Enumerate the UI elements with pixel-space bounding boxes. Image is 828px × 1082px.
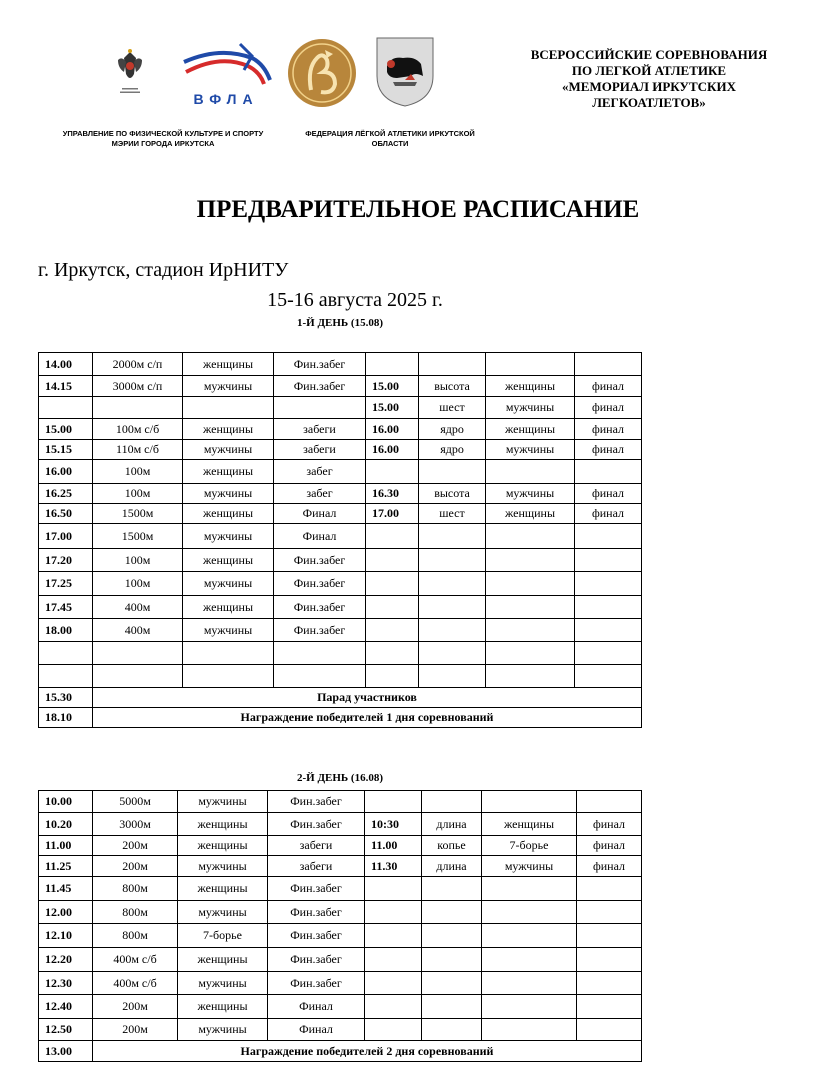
schedule-cell: шест — [419, 504, 486, 524]
time-cell: 14.15 — [39, 376, 93, 397]
schedule-row — [39, 877, 642, 901]
time-cell — [365, 901, 422, 924]
schedule-cell — [577, 1019, 642, 1041]
schedule-cell — [577, 877, 642, 901]
schedule-row — [39, 813, 642, 836]
time-cell — [365, 791, 422, 813]
time-cell — [366, 353, 419, 376]
schedule-cell: 800м — [93, 924, 178, 948]
time-cell: 15.15 — [39, 440, 93, 460]
schedule-cell: Фин.забег — [274, 619, 366, 642]
schedule-cell: забеги — [268, 836, 365, 856]
schedule-cell: высота — [419, 484, 486, 504]
schedule-row — [39, 460, 642, 484]
schedule-cell: 1500м — [93, 524, 183, 549]
schedule-cell — [93, 642, 183, 665]
schedule-cell: 400м — [93, 596, 183, 619]
schedule-cell — [577, 901, 642, 924]
schedule-cell — [575, 549, 642, 572]
schedule-cell: 400м с/б — [93, 948, 178, 972]
event-dates: 15-16 августа 2025 г. — [267, 289, 443, 311]
schedule-cell: 3000м — [93, 813, 178, 836]
schedule-cell — [482, 901, 577, 924]
schedule-cell: 100м — [93, 484, 183, 504]
vfla-logo — [180, 40, 272, 110]
schedule-row — [39, 440, 642, 460]
schedule-cell — [274, 397, 366, 419]
schedule-row — [39, 791, 642, 813]
time-cell: 17.20 — [39, 549, 93, 572]
schedule-cell: финал — [577, 836, 642, 856]
schedule-cell: финал — [575, 419, 642, 440]
schedule-cell: Фин.забег — [268, 972, 365, 995]
time-cell: 14.00 — [39, 353, 93, 376]
schedule-cell: мужчины — [486, 484, 575, 504]
schedule-row — [39, 972, 642, 995]
schedule-cell: ядро — [419, 440, 486, 460]
time-cell: 15.00 — [366, 376, 419, 397]
organizer-city-sport-department — [48, 129, 278, 149]
schedule-cell: забеги — [268, 856, 365, 877]
vfla-logo-text: ВФЛА — [193, 91, 259, 107]
time-cell — [366, 619, 419, 642]
time-cell: 11.00 — [39, 836, 93, 856]
schedule-cell — [93, 665, 183, 688]
schedule-cell — [422, 877, 482, 901]
time-cell: 17.00 — [366, 504, 419, 524]
time-cell — [366, 642, 419, 665]
schedule-cell: 200м — [93, 995, 178, 1019]
schedule-cell: финал — [575, 376, 642, 397]
schedule-cell: 5000м — [93, 791, 178, 813]
schedule-cell — [482, 791, 577, 813]
schedule-cell — [486, 353, 575, 376]
schedule-cell — [482, 972, 577, 995]
schedule-cell: женщины — [178, 836, 268, 856]
time-cell: 11.00 — [365, 836, 422, 856]
schedule-cell: мужчины — [183, 572, 274, 596]
schedule-row — [39, 924, 642, 948]
event-title-line: ВСЕРОССИЙСКИЕ СОРЕВНОВАНИЯ — [530, 47, 768, 62]
schedule-cell — [419, 596, 486, 619]
time-cell: 17.00 — [39, 524, 93, 549]
schedule-cell — [422, 901, 482, 924]
time-cell — [365, 1019, 422, 1041]
schedule-row — [39, 484, 642, 504]
ceremony-cell: Награждение победителей 1 дня соревнований — [93, 708, 642, 728]
ceremony-row — [39, 1041, 642, 1062]
schedule-cell: женщины — [486, 504, 575, 524]
schedule-cell: Финал — [274, 524, 366, 549]
schedule-row — [39, 619, 642, 642]
schedule-cell: финал — [575, 484, 642, 504]
schedule-cell — [419, 619, 486, 642]
schedule-cell — [274, 642, 366, 665]
time-cell: 11.25 — [39, 856, 93, 877]
schedule-cell: 100м — [93, 549, 183, 572]
schedule-cell — [575, 642, 642, 665]
schedule-cell: женщины — [486, 419, 575, 440]
schedule-row — [39, 524, 642, 549]
time-cell: 16.00 — [39, 460, 93, 484]
schedule-cell — [486, 549, 575, 572]
organizer-line: ОБЛАСТИ — [371, 139, 409, 148]
schedule-row — [39, 642, 642, 665]
schedule-cell: 110м с/б — [93, 440, 183, 460]
schedule-cell: шест — [419, 397, 486, 419]
schedule-cell: Фин.забег — [274, 549, 366, 572]
schedule-cell: высота — [419, 376, 486, 397]
schedule-cell — [482, 1019, 577, 1041]
location: г. Иркутск, стадион ИрНИТУ — [38, 259, 289, 281]
schedule-cell: женщины — [178, 948, 268, 972]
schedule-cell: мужчины — [183, 484, 274, 504]
schedule-cell — [486, 665, 575, 688]
schedule-row — [39, 596, 642, 619]
schedule-cell: 7-борье — [178, 924, 268, 948]
schedule-cell — [575, 460, 642, 484]
schedule-cell — [577, 972, 642, 995]
schedule-cell — [422, 791, 482, 813]
ceremony-cell: Награждение победителей 2 дня соревнований — [93, 1041, 642, 1062]
schedule-cell: мужчины — [178, 1019, 268, 1041]
schedule-cell: мужчины — [178, 901, 268, 924]
schedule-cell: забег — [274, 460, 366, 484]
schedule-cell: Фин.забег — [274, 596, 366, 619]
schedule-cell: 800м — [93, 901, 178, 924]
schedule-cell — [419, 524, 486, 549]
time-cell: 16.00 — [366, 440, 419, 460]
schedule-cell: 400м с/б — [93, 972, 178, 995]
schedule-cell: мужчины — [183, 524, 274, 549]
schedule-cell: Фин.забег — [268, 924, 365, 948]
schedule-cell: 7-борье — [482, 836, 577, 856]
schedule-cell: финал — [577, 856, 642, 877]
schedule-cell: женщины — [178, 813, 268, 836]
schedule-cell — [274, 665, 366, 688]
schedule-cell: Фин.забег — [268, 948, 365, 972]
schedule-cell — [482, 995, 577, 1019]
schedule-cell — [575, 353, 642, 376]
schedule-cell — [575, 596, 642, 619]
schedule-cell — [422, 948, 482, 972]
time-cell: 12.30 — [39, 972, 93, 995]
schedule-cell — [486, 524, 575, 549]
time-cell: 17.25 — [39, 572, 93, 596]
time-cell — [366, 524, 419, 549]
schedule-row — [39, 376, 642, 397]
time-cell: 16.50 — [39, 504, 93, 524]
schedule-cell: Фин.забег — [268, 901, 365, 924]
schedule-cell: мужчины — [178, 856, 268, 877]
schedule-cell — [577, 995, 642, 1019]
schedule-cell: женщины — [183, 460, 274, 484]
time-cell: 15.30 — [39, 688, 93, 708]
schedule-cell: мужчины — [178, 791, 268, 813]
schedule-cell: мужчины — [178, 972, 268, 995]
schedule-cell — [486, 460, 575, 484]
page-title: ПРЕДВАРИТЕЛЬНОЕ РАСПИСАНИЕ — [196, 196, 640, 223]
schedule-cell — [482, 948, 577, 972]
schedule-cell: финал — [577, 813, 642, 836]
time-cell — [365, 972, 422, 995]
schedule-cell — [422, 995, 482, 1019]
schedule-cell: ядро — [419, 419, 486, 440]
schedule-cell: мужчины — [183, 440, 274, 460]
schedule-cell: финал — [575, 440, 642, 460]
time-cell: 10.00 — [39, 791, 93, 813]
organizer-athletics-federation — [292, 129, 488, 149]
schedule-cell: 400м — [93, 619, 183, 642]
schedule-cell — [575, 665, 642, 688]
schedule-cell — [422, 972, 482, 995]
schedule-row — [39, 856, 642, 877]
schedule-cell: 200м — [93, 836, 178, 856]
schedule-cell: 100м с/б — [93, 419, 183, 440]
schedule-row — [39, 549, 642, 572]
organizer-line: УПРАВЛЕНИЕ ПО ФИЗИЧЕСКОЙ КУЛЬТУРЕ И СПОРТУ — [62, 129, 264, 138]
time-cell: 11.30 — [365, 856, 422, 877]
schedule-cell: женщины — [183, 353, 274, 376]
schedule-cell: мужчины — [183, 376, 274, 397]
time-cell — [365, 877, 422, 901]
time-cell — [39, 397, 93, 419]
schedule-cell: копье — [422, 836, 482, 856]
time-cell: 11.45 — [39, 877, 93, 901]
time-cell — [365, 995, 422, 1019]
schedule-cell — [93, 397, 183, 419]
schedule-row — [39, 353, 642, 376]
schedule-row — [39, 419, 642, 440]
schedule-cell — [419, 665, 486, 688]
schedule-cell — [577, 948, 642, 972]
schedule-cell: Фин.забег — [274, 353, 366, 376]
time-cell: 12.20 — [39, 948, 93, 972]
schedule-cell: финал — [575, 504, 642, 524]
schedule-cell — [575, 572, 642, 596]
time-cell: 15.00 — [39, 419, 93, 440]
schedule-cell: женщины — [178, 877, 268, 901]
minsport-logo — [112, 48, 148, 98]
time-cell: 12.00 — [39, 901, 93, 924]
ceremony-cell: Парад участников — [93, 688, 642, 708]
schedule-cell: Фин.забег — [274, 572, 366, 596]
ceremony-row — [39, 688, 642, 708]
event-title-line: ЛЕГКОАТЛЕТОВ» — [592, 95, 706, 110]
schedule-cell: забег — [274, 484, 366, 504]
schedule-cell: женщины — [183, 549, 274, 572]
time-cell — [365, 948, 422, 972]
schedule-cell — [419, 642, 486, 665]
schedule-cell: 3000м с/п — [93, 376, 183, 397]
schedule-cell — [422, 924, 482, 948]
schedule-row — [39, 995, 642, 1019]
schedule-cell — [575, 619, 642, 642]
time-cell: 17.45 — [39, 596, 93, 619]
schedule-cell — [183, 665, 274, 688]
event-title-line: «МЕМОРИАЛ ИРКУТСКИХ — [562, 79, 736, 94]
schedule-cell: 800м — [93, 877, 178, 901]
day1-schedule-table — [38, 352, 642, 728]
time-cell: 18.00 — [39, 619, 93, 642]
schedule-cell — [486, 572, 575, 596]
time-cell: 12.10 — [39, 924, 93, 948]
schedule-cell: женщины — [183, 504, 274, 524]
day2-heading: 2-Й ДЕНЬ (16.08) — [296, 772, 384, 784]
schedule-row — [39, 1019, 642, 1041]
time-cell — [366, 665, 419, 688]
time-cell: 10.20 — [39, 813, 93, 836]
schedule-cell: женщины — [486, 376, 575, 397]
schedule-cell: женщины — [183, 596, 274, 619]
schedule-cell: 1500м — [93, 504, 183, 524]
schedule-cell — [486, 642, 575, 665]
schedule-cell: Фин.забег — [268, 791, 365, 813]
schedule-cell — [575, 524, 642, 549]
schedule-cell: мужчины — [486, 397, 575, 419]
schedule-cell — [422, 1019, 482, 1041]
schedule-row — [39, 901, 642, 924]
schedule-cell: 200м — [93, 856, 178, 877]
schedule-cell: мужчины — [482, 856, 577, 877]
ceremony-row — [39, 708, 642, 728]
schedule-row — [39, 504, 642, 524]
time-cell — [366, 549, 419, 572]
schedule-row — [39, 572, 642, 596]
schedule-cell: длина — [422, 813, 482, 836]
schedule-cell: 200м — [93, 1019, 178, 1041]
schedule-cell: 100м — [93, 572, 183, 596]
time-cell: 10:30 — [365, 813, 422, 836]
event-title-line: ПО ЛЕГКОЙ АТЛЕТИКЕ — [571, 63, 727, 78]
time-cell — [365, 924, 422, 948]
schedule-cell: женщины — [183, 419, 274, 440]
event-title — [516, 47, 782, 111]
schedule-row — [39, 397, 642, 419]
schedule-cell: женщины — [482, 813, 577, 836]
schedule-cell: длина — [422, 856, 482, 877]
schedule-cell — [577, 924, 642, 948]
day1-heading: 1-Й ДЕНЬ (15.08) — [296, 317, 384, 329]
schedule-cell — [486, 596, 575, 619]
schedule-cell: 100м — [93, 460, 183, 484]
schedule-cell: мужчины — [183, 619, 274, 642]
time-cell — [39, 642, 93, 665]
schedule-row — [39, 665, 642, 688]
time-cell — [366, 460, 419, 484]
organizer-line: МЭРИИ ГОРОДА ИРКУТСКА — [111, 139, 215, 148]
schedule-cell: Финал — [268, 995, 365, 1019]
time-cell: 16.25 — [39, 484, 93, 504]
time-cell — [366, 596, 419, 619]
schedule-cell — [482, 877, 577, 901]
schedule-cell: Финал — [268, 1019, 365, 1041]
time-cell: 12.50 — [39, 1019, 93, 1041]
schedule-cell: Фин.забег — [274, 376, 366, 397]
irkutsk-coat-of-arms — [375, 36, 435, 108]
schedule-row — [39, 836, 642, 856]
schedule-cell — [419, 353, 486, 376]
schedule-cell: забеги — [274, 440, 366, 460]
time-cell — [366, 572, 419, 596]
federation-logo — [287, 38, 357, 108]
schedule-cell — [419, 460, 486, 484]
schedule-cell: женщины — [178, 995, 268, 1019]
time-cell: 15.00 — [366, 397, 419, 419]
schedule-cell — [486, 619, 575, 642]
time-cell: 16.00 — [366, 419, 419, 440]
schedule-cell — [482, 924, 577, 948]
schedule-cell — [419, 572, 486, 596]
schedule-cell: забеги — [274, 419, 366, 440]
organizer-line: ФЕДЕРАЦИЯ ЛЁГКОЙ АТЛЕТИКИ ИРКУТСКОЙ — [305, 129, 475, 138]
time-cell: 12.40 — [39, 995, 93, 1019]
schedule-cell: Фин.забег — [268, 877, 365, 901]
time-cell: 13.00 — [39, 1041, 93, 1062]
time-cell: 18.10 — [39, 708, 93, 728]
time-cell: 16.30 — [366, 484, 419, 504]
schedule-cell: 2000м с/п — [93, 353, 183, 376]
schedule-cell: мужчины — [486, 440, 575, 460]
schedule-cell — [183, 642, 274, 665]
schedule-cell — [577, 791, 642, 813]
day2-schedule-table — [38, 790, 642, 1062]
schedule-row — [39, 948, 642, 972]
schedule-cell: Финал — [274, 504, 366, 524]
schedule-cell: финал — [575, 397, 642, 419]
schedule-cell — [419, 549, 486, 572]
schedule-cell — [183, 397, 274, 419]
time-cell — [39, 665, 93, 688]
schedule-cell: Фин.забег — [268, 813, 365, 836]
